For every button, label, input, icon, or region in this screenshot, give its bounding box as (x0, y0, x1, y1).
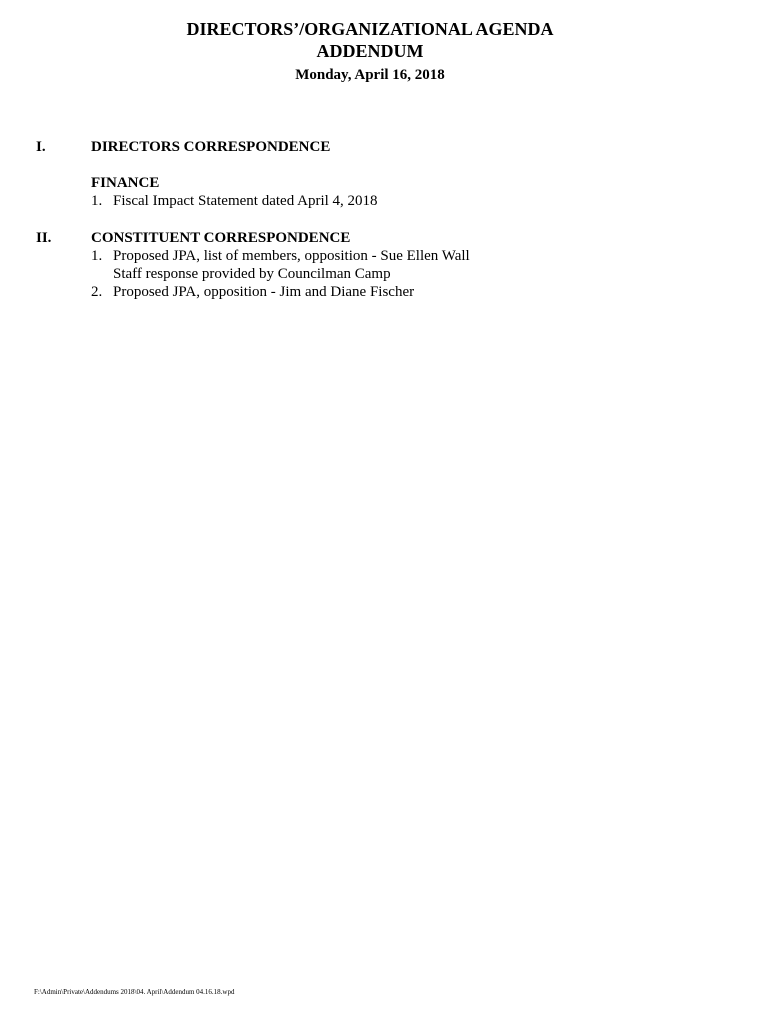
agenda-title: DIRECTORS’/ORGANIZATIONAL AGENDA (186, 19, 554, 39)
item-number: 2. (91, 284, 103, 300)
section-numeral: II. (36, 230, 52, 246)
section-heading: DIRECTORS CORRESPONDENCE (91, 139, 331, 155)
item-text: Proposed JPA, opposition - Jim and Diane Fischer (113, 284, 415, 300)
item-number: 1. (91, 193, 103, 209)
item-number: 1. (91, 248, 103, 264)
item-text-continuation: Staff response provided by Councilman Camp (113, 266, 391, 282)
list-item (91, 283, 691, 301)
list-item (91, 247, 691, 283)
section-numeral: I. (36, 139, 46, 155)
document-header (0, 18, 740, 85)
item-text: Fiscal Impact Statement dated April 4, 2018 (113, 193, 378, 209)
agenda-date: Monday, April 16, 2018 (295, 67, 445, 83)
section-content (91, 138, 691, 210)
item-text: Proposed JPA, list of members, opposition - Sue Ellen Wall (113, 248, 470, 264)
section-heading: CONSTITUENT CORRESPONDENCE (91, 230, 351, 246)
list-item (91, 192, 691, 210)
agenda-subtitle: ADDENDUM (316, 41, 424, 61)
subsection-heading-finance: FINANCE (91, 175, 160, 191)
section-content (91, 229, 691, 301)
file-path-footer: F:\Admin\Private\Addendums 2018\04. April\Addendum 04.16.18.wpd (34, 988, 235, 996)
